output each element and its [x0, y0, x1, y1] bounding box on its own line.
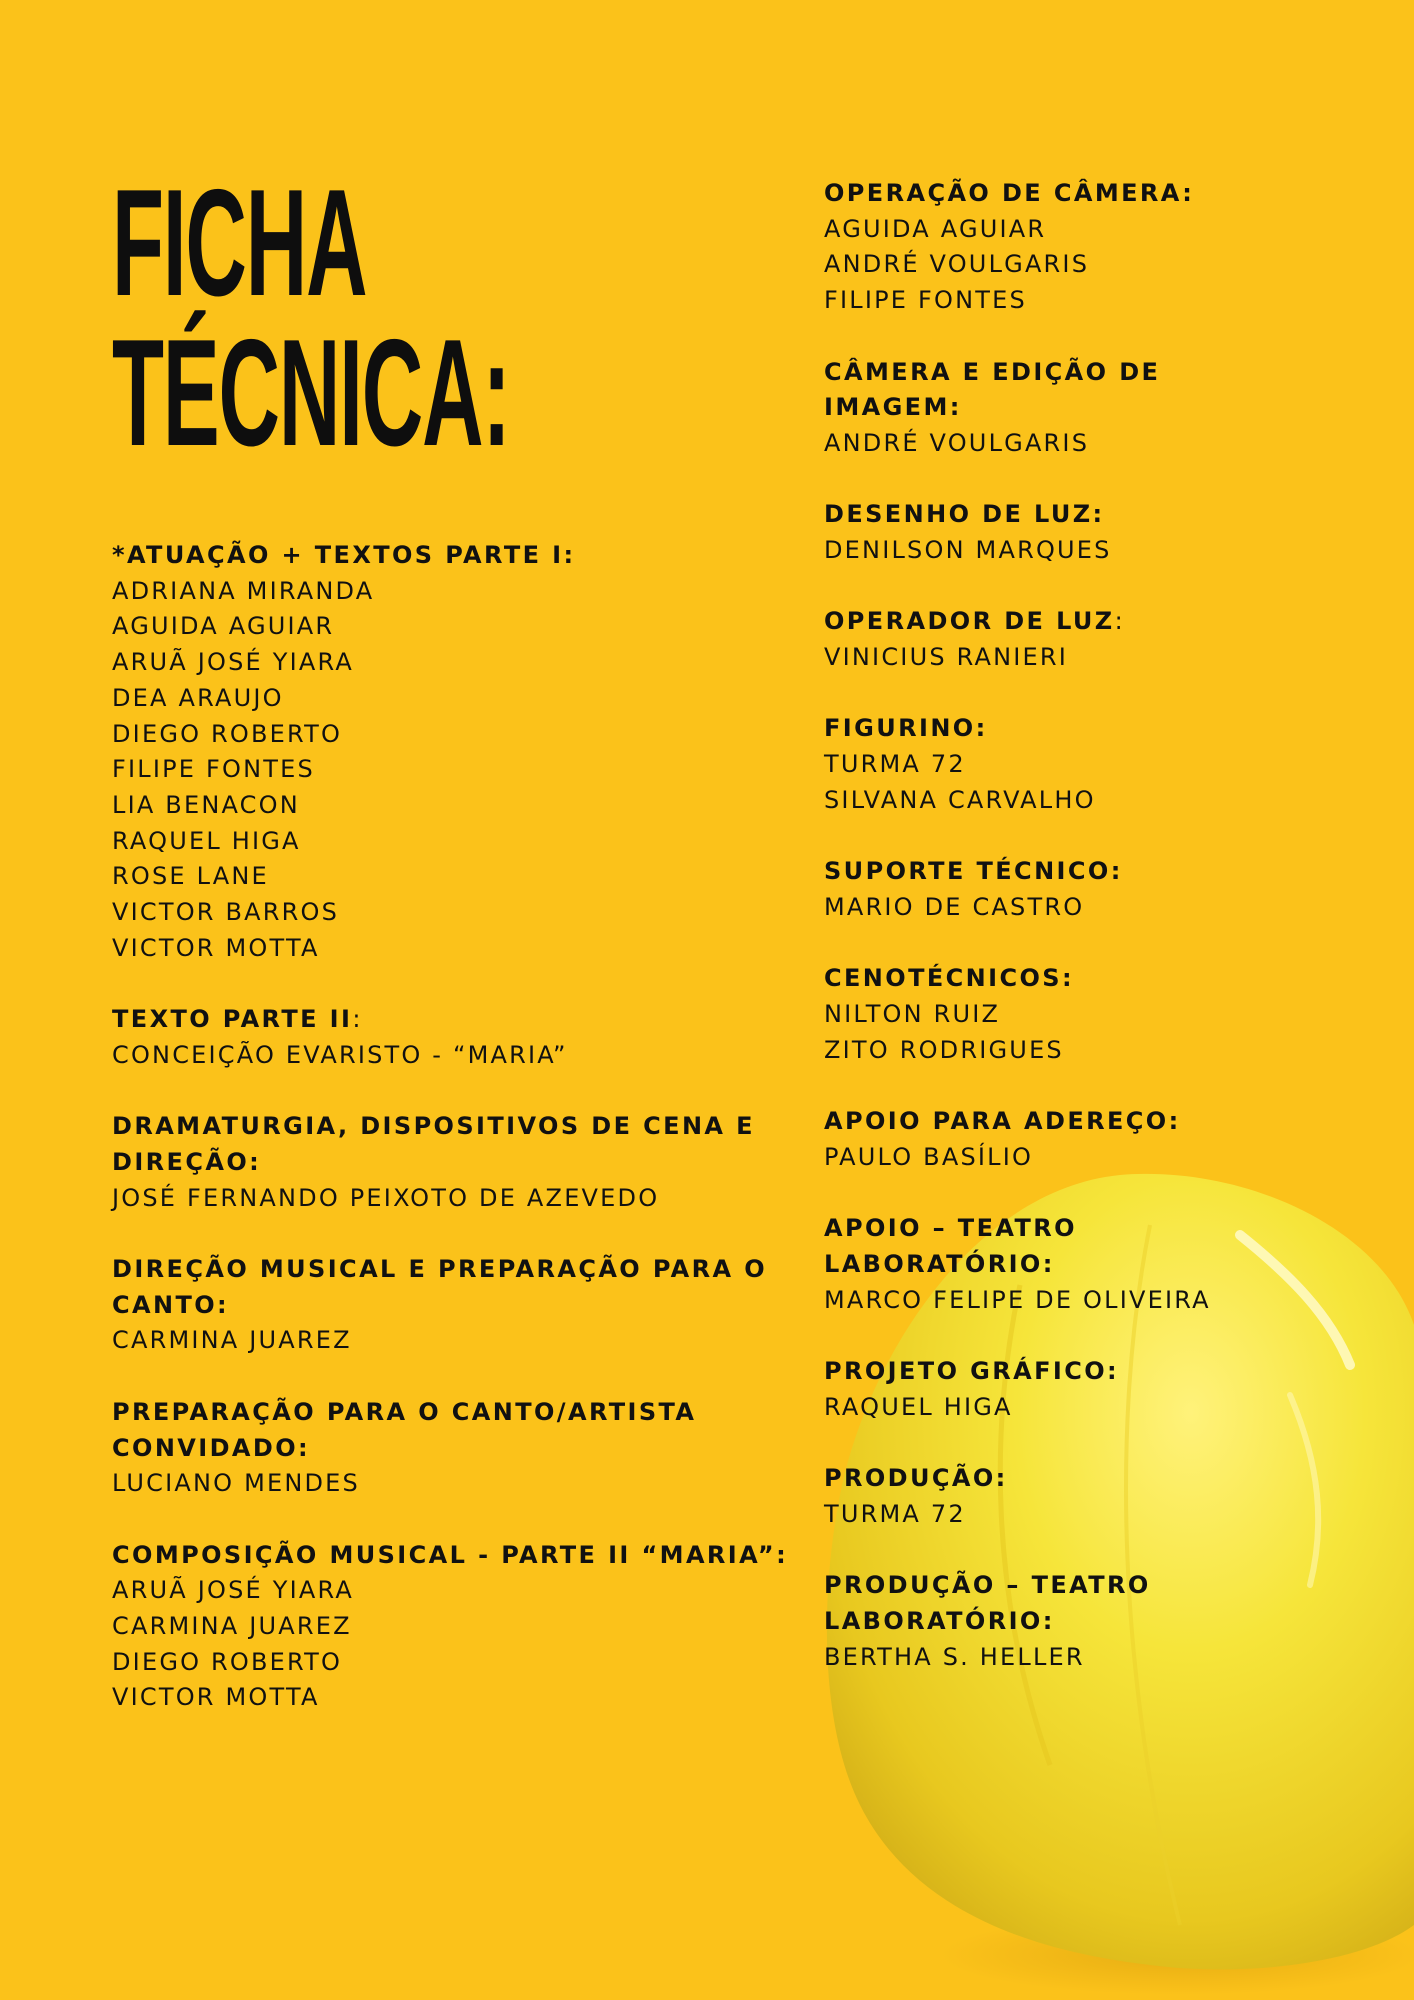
credit-heading: FIGURINO:: [824, 714, 988, 743]
credit-heading-line-2: IMAGEM:: [824, 393, 962, 422]
credit-section-graphic-design: [824, 1354, 1384, 1425]
credit-heading-line-1: PRODUÇÃO – TEATRO: [824, 1571, 1151, 1600]
credit-section-lab-production: [824, 1568, 1384, 1675]
credit-heading: DESENHO DE LUZ:: [824, 500, 1105, 529]
credit-name: ANDRÉ VOULGARIS: [824, 428, 1090, 457]
credit-heading-line-2: CANTO:: [112, 1290, 230, 1319]
credit-name: AGUIDA AGUIAR: [112, 612, 335, 641]
credit-name: PAULO BASÍLIO: [824, 1142, 1034, 1171]
credit-section-production: [824, 1461, 1384, 1532]
credit-heading-line-1: PREPARAÇÃO PARA O CANTO/ARTISTA: [112, 1397, 697, 1426]
credit-name: LUCIANO MENDES: [112, 1469, 360, 1498]
credit-name: LIA BENACON: [112, 790, 300, 819]
credit-section-singing-prep: [112, 1395, 812, 1502]
credit-name: RAQUEL HIGA: [824, 1392, 1013, 1421]
credits-right-column: [824, 176, 1384, 1711]
credit-heading-text: OPERADOR DE LUZ: [824, 607, 1115, 636]
credits-left-column: [112, 538, 812, 1752]
credit-name: AGUIDA AGUIAR: [824, 214, 1047, 243]
credit-name: VINICIUS RANIERI: [824, 643, 1069, 672]
credit-heading: COMPOSIÇÃO MUSICAL - PARTE II “MARIA”:: [112, 1540, 789, 1569]
credit-heading-line-1: DRAMATURGIA, DISPOSITIVOS DE CENA E: [112, 1112, 755, 1141]
credit-name: CONCEIÇÃO EVARISTO - “MARIA”: [112, 1040, 568, 1069]
credit-section-acting: [112, 538, 812, 966]
credit-heading: *ATUAÇÃO + TEXTOS PARTE I:: [112, 541, 576, 569]
credit-section-musical-direction: [112, 1252, 812, 1359]
credit-section-set-technicians: [824, 961, 1384, 1068]
credit-section-dramaturgy: [112, 1109, 812, 1216]
credit-heading: PRODUÇÃO:: [824, 1464, 1008, 1493]
credit-name: JOSÉ FERNANDO PEIXOTO DE AZEVEDO: [112, 1183, 660, 1212]
credit-name: ARUÃ JOSÉ YIARA: [112, 1576, 354, 1605]
credit-name: CARMINA JUAREZ: [112, 1326, 352, 1355]
credit-name: ADRIANA MIRANDA: [112, 576, 375, 605]
credit-name: RAQUEL HIGA: [112, 826, 301, 855]
credit-section-lab-support: [824, 1211, 1384, 1318]
credit-name: MARCO FELIPE DE OLIVEIRA: [824, 1285, 1211, 1314]
title-line-1: FICHA: [112, 158, 367, 328]
credit-name: ANDRÉ VOULGARIS: [824, 250, 1090, 279]
credit-section-text-part-2: [112, 1002, 812, 1073]
credit-name: ARUÃ JOSÉ YIARA: [112, 648, 354, 677]
credit-name: NILTON RUIZ: [824, 1000, 1001, 1029]
credit-section-props-support: [824, 1104, 1384, 1175]
credit-heading-line-1: DIREÇÃO MUSICAL E PREPARAÇÃO PARA O: [112, 1255, 768, 1284]
credit-heading-line-1: APOIO – TEATRO: [824, 1214, 1077, 1243]
credit-section-lighting-operator: [824, 604, 1384, 675]
credit-name: ROSE LANE: [112, 862, 269, 891]
credit-name: FILIPE FONTES: [824, 286, 1027, 315]
credit-name: MARIO DE CASTRO: [824, 892, 1085, 921]
credit-name: FILIPE FONTES: [112, 755, 315, 784]
credit-name: VICTOR MOTTA: [112, 933, 320, 962]
credit-heading: APOIO PARA ADEREÇO:: [824, 1107, 1181, 1136]
credit-heading-line-1: CÂMERA E EDIÇÃO DE: [824, 357, 1161, 386]
credit-heading: [112, 1002, 812, 1038]
credit-name: CARMINA JUAREZ: [112, 1612, 352, 1641]
credit-heading-suffix: :: [1114, 607, 1126, 636]
credit-name: DIEGO ROBERTO: [112, 1647, 343, 1676]
credit-name: TURMA 72: [824, 1499, 966, 1528]
credit-heading-line-2: CONVIDADO:: [112, 1433, 311, 1462]
credit-name: DEA ARAUJO: [112, 683, 284, 712]
credit-name: ZITO RODRIGUES: [824, 1035, 1064, 1064]
credit-section-camera-operation: [824, 176, 1384, 319]
credit-heading-line-2: LABORATÓRIO:: [824, 1606, 1055, 1635]
credit-heading: OPERAÇÃO DE CÂMERA:: [824, 179, 1195, 207]
credit-name: SILVANA CARVALHO: [824, 785, 1096, 814]
credit-heading-line-2: DIREÇÃO:: [112, 1147, 262, 1176]
credit-heading-suffix: :: [352, 1005, 363, 1034]
credit-name: VICTOR BARROS: [112, 898, 340, 927]
credit-section-tech-support: [824, 854, 1384, 925]
credit-name: BERTHA S. HELLER: [824, 1642, 1085, 1671]
credit-heading-text: TEXTO PARTE II: [112, 1005, 353, 1034]
title-line-2: TÉCNICA:: [112, 308, 510, 478]
credit-heading-line-2: LABORATÓRIO:: [824, 1249, 1055, 1278]
credit-name: TURMA 72: [824, 750, 966, 779]
credit-heading: SUPORTE TÉCNICO:: [824, 857, 1123, 886]
credit-section-lighting-design: [824, 497, 1384, 568]
credit-heading: PROJETO GRÁFICO:: [824, 1357, 1120, 1386]
credit-heading: CENOTÉCNICOS:: [824, 964, 1074, 993]
page-title: [112, 158, 510, 478]
credit-name: VICTOR MOTTA: [112, 1683, 320, 1712]
credit-section-costume: [824, 711, 1384, 818]
credit-heading: [824, 604, 1384, 640]
credit-name: DIEGO ROBERTO: [112, 719, 343, 748]
credit-section-camera-editing: [824, 355, 1384, 462]
credit-section-music-composition: [112, 1538, 812, 1717]
credit-name: DENILSON MARQUES: [824, 536, 1112, 564]
